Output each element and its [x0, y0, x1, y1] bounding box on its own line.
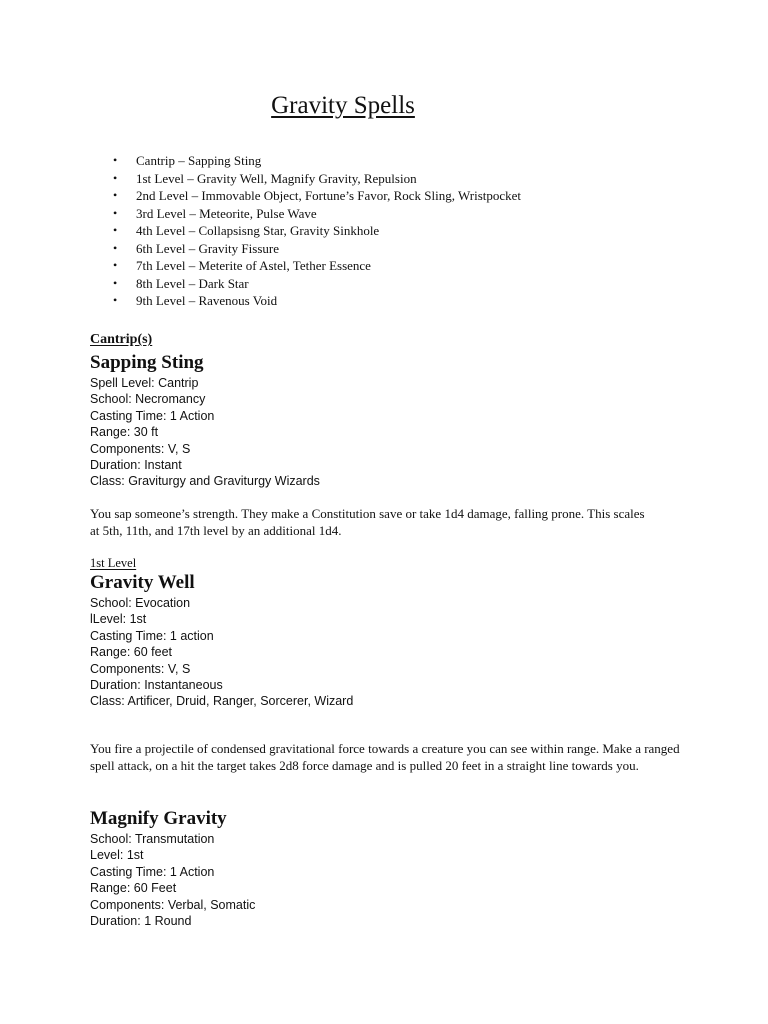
stat-line: Duration: Instant [90, 458, 182, 473]
spell-title-magnify-gravity: Magnify Gravity [90, 808, 227, 829]
stat-line: Casting Time: 1 Action [90, 864, 215, 879]
bullet-icon: • [113, 153, 118, 167]
stat-line: Duration: Instantaneous [90, 678, 223, 693]
stat-line: Components: V, S [90, 441, 191, 456]
stat-line: lLevel: 1st [90, 612, 147, 627]
bullet-icon: • [113, 240, 118, 255]
list-item [110, 240, 521, 258]
list-item-text: 7th Level – Meterite of Astel, Tether Essence [136, 258, 371, 273]
list-item [110, 205, 521, 223]
bullet-icon: • [113, 170, 118, 185]
spell-stats-magnify-gravity [90, 831, 255, 929]
document-title: Gravity Spells [271, 92, 415, 119]
list-item-text: 3rd Level – Meteorite, Pulse Wave [136, 205, 317, 221]
stat-line: Casting Time: 1 action [90, 628, 214, 643]
stat-line: Spell Level: Cantrip [90, 376, 199, 390]
list-item [110, 222, 521, 240]
bullet-icon: • [113, 293, 118, 307]
list-item-text: 1st Level – Gravity Well, Magnify Gravity, Repulsion [136, 170, 417, 186]
spell-title-gravity-well: Gravity Well [90, 572, 195, 593]
section-heading-cantrips: Cantrip(s) [90, 332, 153, 347]
list-item-text: 9th Level – Ravenous Void [136, 293, 278, 308]
list-item-text: 2nd Level – Immovable Object, Fortune’s Favor, Rock Sling, Wristpocket [136, 188, 522, 203]
stat-line: School: Transmutation [90, 832, 215, 846]
bullet-icon: • [113, 275, 118, 290]
spell-title-sapping-sting: Sapping Sting [90, 352, 204, 373]
stat-line: Components: Verbal, Somatic [90, 897, 256, 912]
list-item-text: 6th Level – Gravity Fissure [136, 240, 279, 256]
list-item [110, 152, 521, 170]
bullet-icon: • [113, 205, 118, 220]
spell-list-by-level [110, 152, 521, 310]
stat-line: Duration: 1 Round [90, 914, 192, 929]
list-item [110, 257, 521, 275]
bullet-icon: • [113, 223, 118, 237]
list-item-text: Cantrip – Sapping Sting [136, 153, 262, 168]
list-item [110, 170, 521, 188]
stat-line: School: Evocation [90, 596, 191, 610]
stat-line: Range: 60 Feet [90, 881, 177, 896]
stat-line: Range: 60 feet [90, 645, 173, 660]
spell-stats-sapping-sting [90, 375, 320, 490]
stat-line: Class: Artificer, Druid, Ranger, Sorcerer, Wizard [90, 694, 354, 709]
spell-description-sapping-sting: You sap someone’s strength. They make a Constitution save or take 1d4 damage, falling prone. This scales at 5th, 11th, and 17th level by an additional 1d4. [90, 506, 645, 538]
bullet-icon: • [113, 258, 118, 272]
bullet-icon: • [113, 188, 118, 202]
list-item-text: 4th Level – Collapsisng Star, Gravity Sinkhole [136, 223, 380, 238]
list-item [110, 187, 521, 205]
list-item-text: 8th Level – Dark Star [136, 275, 249, 291]
stat-line: Casting Time: 1 Action [90, 408, 215, 423]
stat-line: Class: Graviturgy and Graviturgy Wizards [90, 474, 320, 489]
section-heading-1st-level: 1st Level [90, 556, 137, 570]
stat-line: Components: V, S [90, 661, 191, 676]
list-item [110, 275, 521, 293]
stat-line: Range: 30 ft [90, 425, 159, 440]
spell-stats-gravity-well [90, 595, 353, 710]
stat-line: Level: 1st [90, 848, 144, 863]
spell-description-gravity-well: You fire a projectile of condensed gravitational force towards a creature you can see within range. Make a ranged spell attack, on a hit the target takes 2d8 force damage and is pulled 20 feet in a straight line towards you. [90, 741, 680, 773]
stat-line: School: Necromancy [90, 392, 206, 407]
list-item [110, 292, 521, 310]
